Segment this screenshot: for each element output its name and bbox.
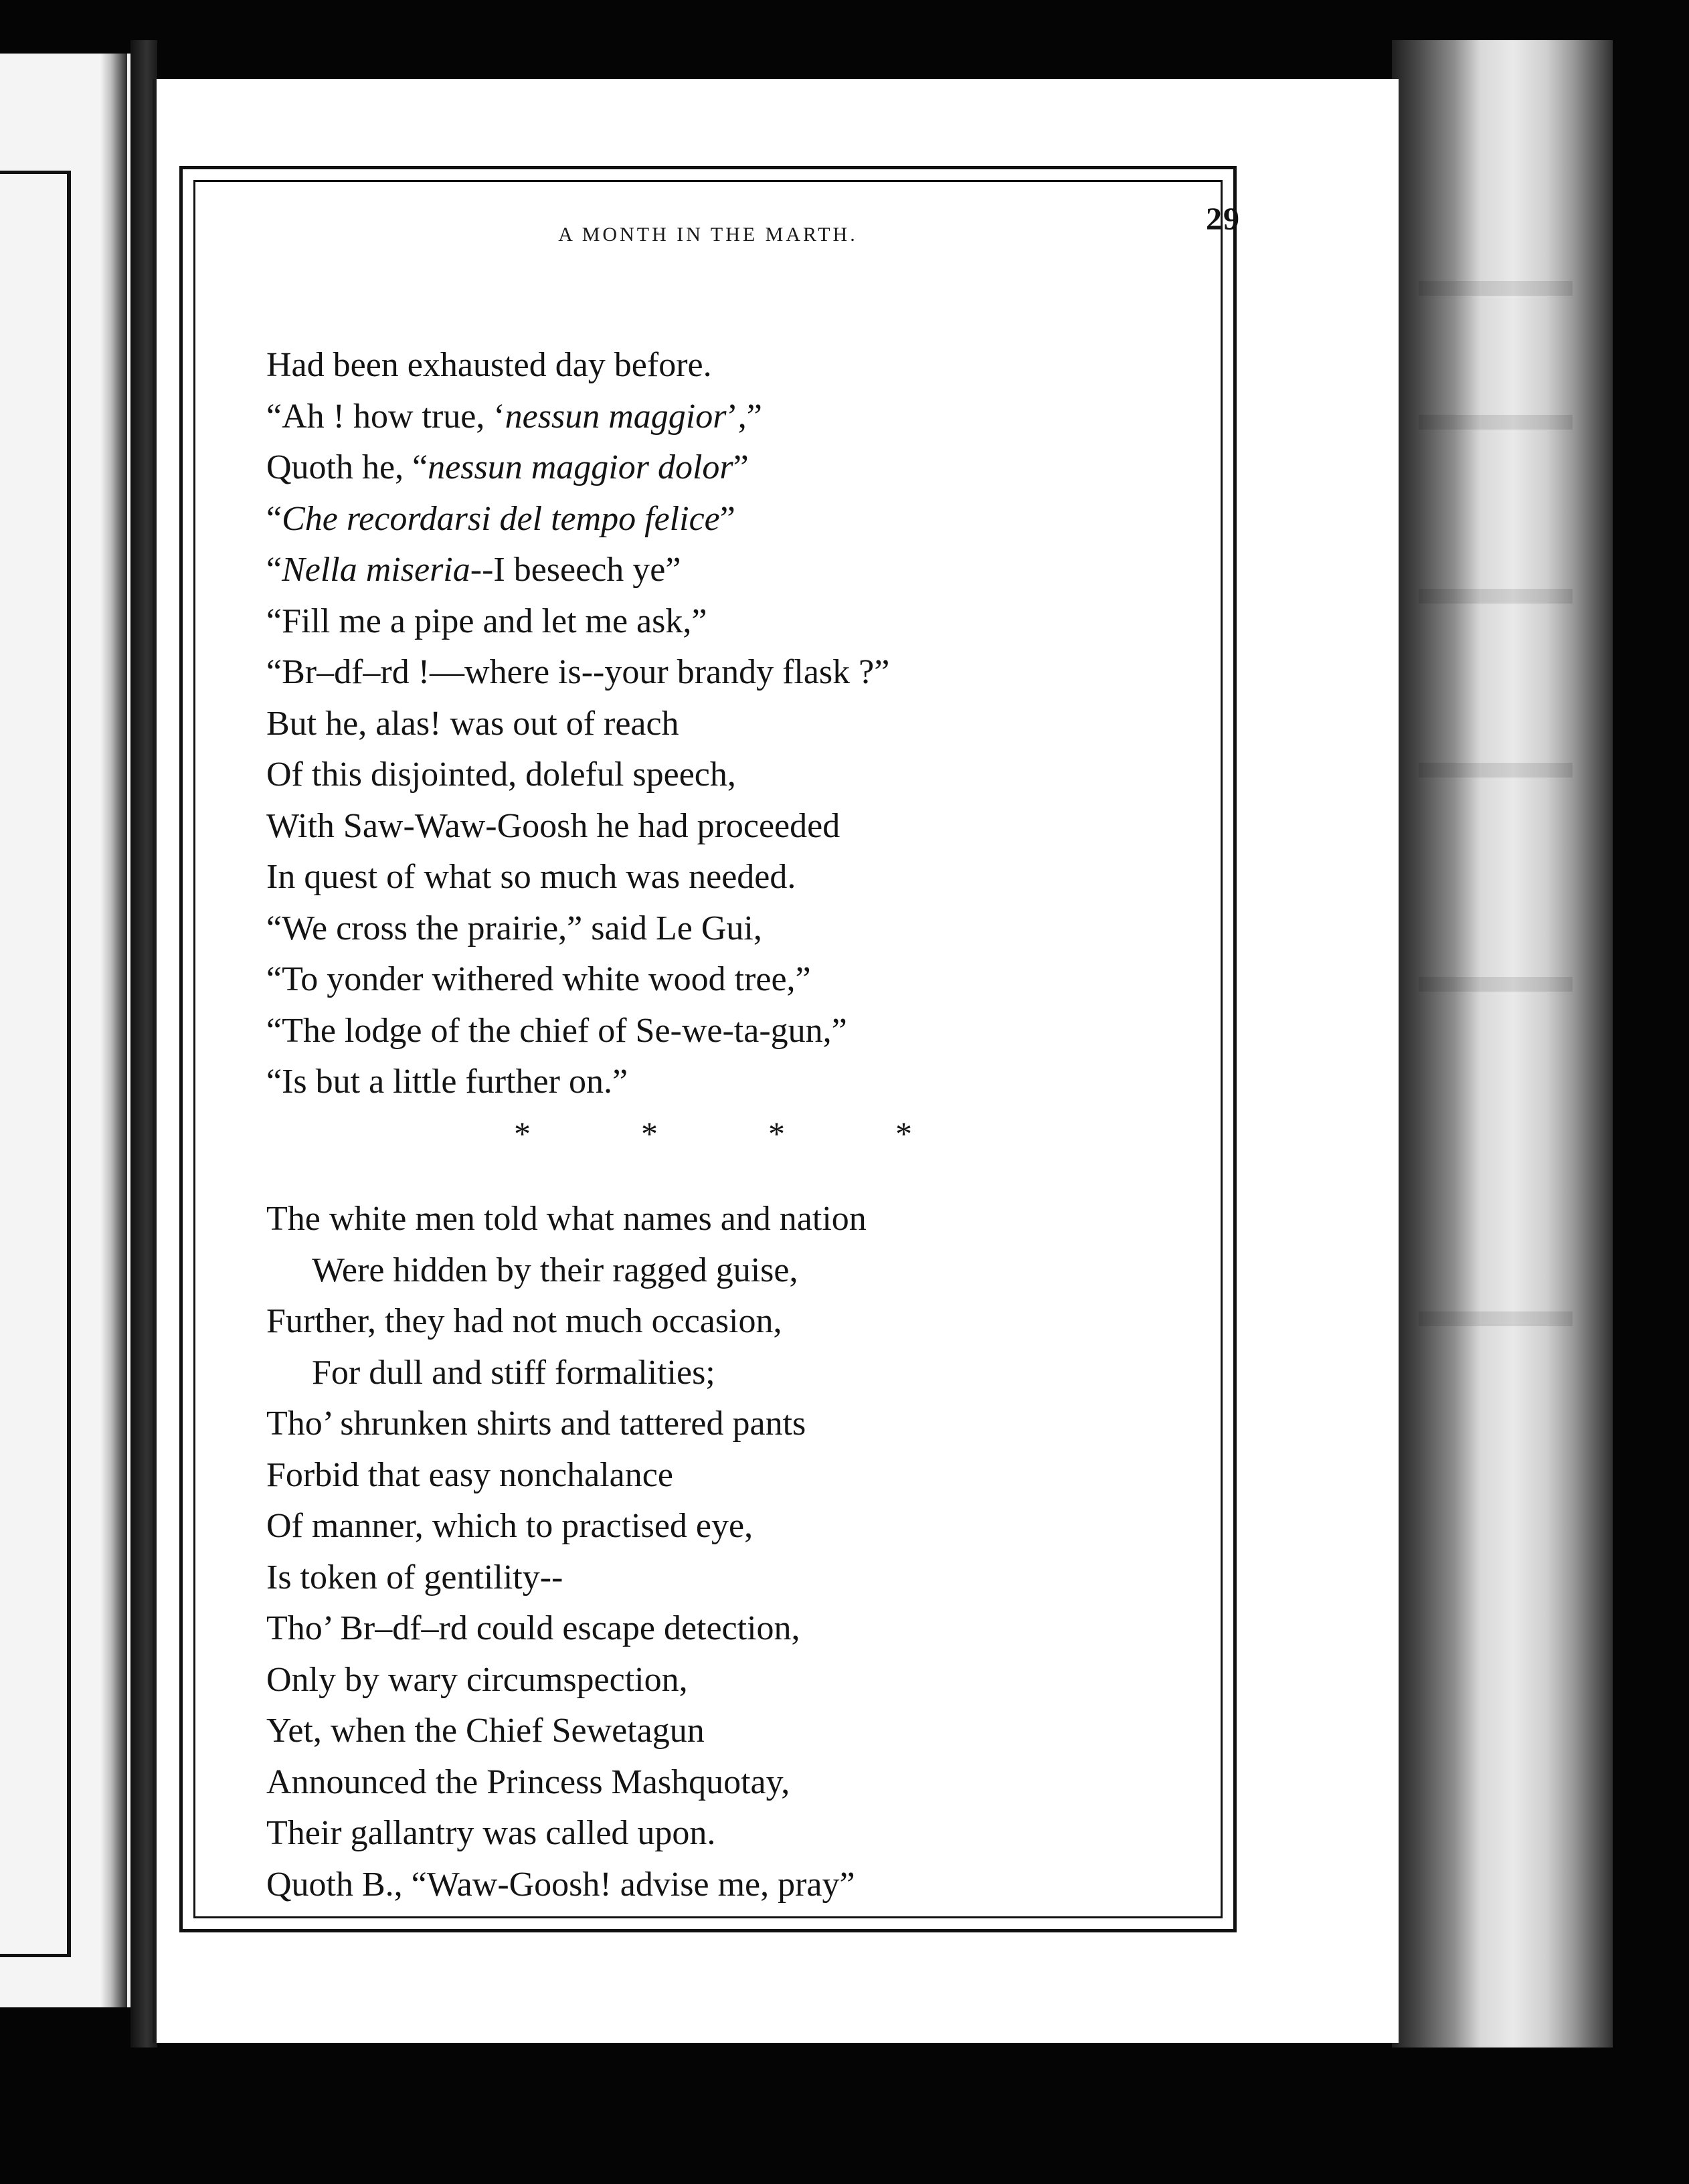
poem-line: Only by wary circumspection, <box>266 1660 688 1699</box>
poem-line <box>266 903 1270 955</box>
poem-line <box>266 340 1270 391</box>
asterisk: * <box>641 1114 658 1152</box>
poem-line <box>266 545 1270 596</box>
poem-stanza-1 <box>266 340 1270 1108</box>
italic-quote-segment: nessun maggior dolor <box>428 448 733 486</box>
poem-line: Their gallantry was called upon. <box>266 1814 716 1852</box>
poem-line: Quoth B., “Waw-Goosh! advise me, pray” <box>266 1865 855 1904</box>
poem-line <box>266 852 1270 903</box>
poem-line: Tho’ shrunken shirts and tattered pants <box>266 1404 806 1443</box>
poem-line <box>266 801 1270 852</box>
italic-quote-segment: Nella miseria <box>282 551 470 589</box>
line-segment: “ <box>266 551 282 589</box>
bleed-through-mark <box>1419 589 1573 604</box>
italic-quote-segment: nessun maggior <box>505 397 727 436</box>
page-curl-shadow <box>100 54 127 2007</box>
book-page <box>153 79 1399 2043</box>
bleed-through-mark <box>1419 763 1573 778</box>
stanza-gap <box>266 1159 1270 1194</box>
poem-line <box>266 749 1270 801</box>
poem-line: Were hidden by their ragged guise, <box>312 1251 798 1289</box>
poem-stanza-2 <box>266 1194 1270 1910</box>
bleed-through-mark <box>1419 1311 1573 1326</box>
page-number: 29 <box>1206 201 1241 237</box>
line-segment: ’,” <box>726 397 762 436</box>
line-segment: “To yonder withered white wood tree,” <box>266 960 811 998</box>
poem-line <box>266 391 1270 443</box>
line-segment: With Saw-Waw-Goosh he had proceeded <box>266 806 840 845</box>
poem-line: Further, they had not much occasion, <box>266 1302 782 1340</box>
poem-line: Is token of gentility-- <box>266 1558 563 1597</box>
poem-line: For dull and stiff formalities; <box>312 1353 715 1392</box>
line-segment: “Ah ! how true, ‘ <box>266 397 505 436</box>
poem-line: Forbid that easy nonchalance <box>266 1455 673 1494</box>
poem-line: The white men told what names and nation <box>266 1200 867 1238</box>
poem-line <box>266 442 1270 494</box>
line-segment: In quest of what so much was needed. <box>266 858 796 896</box>
running-head: A MONTH IN THE MARTH. <box>558 223 858 246</box>
poem-line <box>266 954 1270 1006</box>
asterisk: * <box>768 1114 785 1152</box>
asterisk: * <box>514 1114 531 1152</box>
previous-page-frame-rule <box>0 171 71 1957</box>
line-segment: Had been exhausted day before. <box>266 346 712 384</box>
poem-line <box>266 596 1270 648</box>
italic-quote-segment: Che recordarsi del tempo felice <box>282 499 720 538</box>
poem-line <box>266 647 1270 699</box>
poem-line <box>266 1057 1270 1108</box>
line-segment: --I beseech ye” <box>470 551 681 589</box>
previous-page-edge <box>0 54 130 2007</box>
poem-line: Of manner, which to practised eye, <box>266 1507 753 1545</box>
line-segment: Of this disjointed, doleful speech, <box>266 755 736 794</box>
line-segment: ” <box>733 448 749 486</box>
line-segment: “ <box>266 499 282 538</box>
line-segment: ” <box>719 499 735 538</box>
line-segment: But he, alas! was out of reach <box>266 704 679 743</box>
bleed-through-mark <box>1419 977 1573 992</box>
poem-text <box>266 340 1270 1910</box>
poem-line: Tho’ Br–df–rd could escape detection, <box>266 1609 800 1647</box>
section-break-asterisks <box>266 1108 1270 1160</box>
line-segment: “Fill me a pipe and let me ask,” <box>266 602 707 640</box>
bleed-through-mark <box>1419 415 1573 430</box>
line-segment: Quoth he, “ <box>266 448 428 486</box>
bleed-through-mark <box>1419 281 1573 296</box>
line-segment: “Is but a little further on.” <box>266 1063 628 1101</box>
line-segment: “The lodge of the chief of Se-we-ta-gun,” <box>266 1011 847 1050</box>
line-segment: “Br–df–rd !—where is--your brandy flask ?” <box>266 653 890 691</box>
poem-line: Yet, when the Chief Sewetagun <box>266 1712 705 1750</box>
poem-line <box>266 494 1270 545</box>
poem-line <box>266 1006 1270 1057</box>
poem-line <box>266 699 1270 750</box>
page-stack-edges <box>1392 40 1613 2047</box>
asterisk: * <box>895 1114 912 1152</box>
line-segment: “We cross the prairie,” said Le Gui, <box>266 909 762 947</box>
poem-line: Announced the Princess Mashquotay, <box>266 1762 790 1801</box>
